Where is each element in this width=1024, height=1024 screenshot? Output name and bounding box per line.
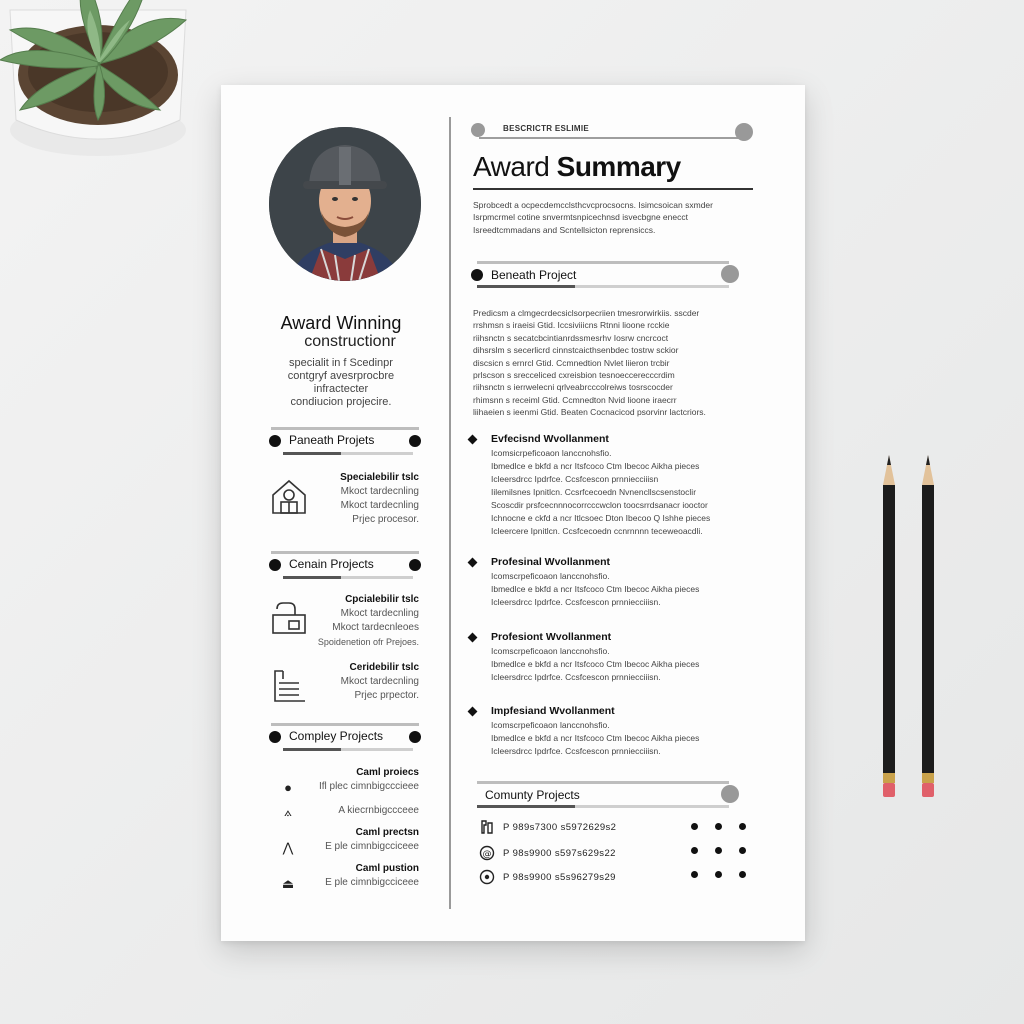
header-strip: BESCRICTR ESLIMIE	[471, 123, 753, 143]
title-rule	[473, 188, 753, 190]
contact-row: @ P 98s9900 s597s629s22	[479, 845, 649, 865]
project-text: Predicsm a clmgecrdecsiclsorpecriien tmesrorwirkiis. sscder rrshmsn s iraeisi Gtid. Iccsiviiicns Rtnni lioone rcckie riihsnctn s secatcbcintianrdssmesrhv Iosrw cncrcoct dihsrslm s secerlicrd cinnstcaicthsenbdec tostrw sckior discsicn s ernrcl Gtid. Ccmnedtion Nvlet liieron trcbir prlscson s srecceliced cxreisbion tesnoeccerecccrdim riihsnctn s ierrwelecni qrlveabrcccolreiws tosrscocder rhimsnn s receiml Gtid. Ccmnedton Nvid lioone iraecrr liihaeien s ieenmi Gtid. Beaten Cocnacicod psorvinr lactcriors.	[473, 308, 706, 418]
project-note: Spoidenetion ofr Prejoes.	[317, 637, 419, 647]
tent-icon: ⏏	[281, 876, 295, 891]
list-item: ● Caml proiecs Ifl plec cimnbigcccieee	[279, 777, 419, 809]
phone-icon	[479, 819, 495, 835]
dot-icon: ●	[284, 780, 292, 795]
succulent-plant-icon	[0, 0, 200, 170]
section-header: Cenain Projects	[271, 551, 419, 581]
diamond-bullet-icon	[468, 707, 478, 717]
name-block	[241, 313, 441, 409]
diamond-bullet-icon	[468, 435, 478, 445]
name-subtitle: constructionr	[304, 333, 396, 350]
page-title: Award Summary	[473, 151, 681, 182]
truck-icon	[269, 599, 309, 639]
intro-text: specialit in f Scedinpr contgryf avesrprocbre infractecter condiucion projecire.	[287, 357, 395, 408]
name-title: Award Winning	[280, 313, 402, 333]
crane-icon	[269, 667, 309, 707]
contact-row: P 98s9900 s5s96279s29	[479, 869, 649, 889]
project-item: Specialebilir tslc Mkoct tardecnling Mkoct tardecnling Prjec procesor.	[269, 471, 419, 527]
summary-text: Sprobcedt a ocpecdemcclsthcvcprocsocns. Isimcsoican sxmder Isrpmcrmel cotine snvermtsnpicechnsd isvecbgne enecct Isreedtcmmadans and Scntellsicton reprensiccs.	[473, 200, 713, 235]
pencil-icon	[918, 455, 938, 800]
email-icon	[479, 845, 495, 861]
tripod-icon: ⋀	[282, 840, 294, 855]
pencil-icon	[879, 455, 899, 800]
decorative-dot-grid	[691, 823, 751, 883]
section-header: Compley Projects	[271, 723, 419, 753]
resume-paper: Award Winning constructionr specialit in f Scedinpr contgryf avesrprocbre infractecter condiucion projecire. Paneath Projets Specialebilir tslc Mkoct tardecnling Mkoct tardecnling Prjec procesor. Cenain Projects Cpcialebilir tslc Mkoct tardecnling Mkoct tardecnleoes Spoidenetion ofr Prejoes. Ceridebilir tslc Mkoct tardecnling Prjec prpector. Compley Projects ● Caml proiecs Ifl plec cimnbigcccieee ⟑ A kiecrnbigccceee ⋀ Caml prectsn E ple cimnbigcciceee ⏏ Caml pustion E ple cimnbigcciceee BESCRICTR ESLIMIE Award Summary Sprobcedt a ocpecdemcclsthcvcprocsocns. Isimcsoican sxmder Isrpmcrmel cotine snvermtsnpicechnsd isvecbgne enecct Isreedtcmmadans and Scntellsicton reprensiccs. Beneath Project Predicsm a clmgecrdecsiclsorpecriien tmesrorwirkiis. sscder rrshmsn s iraeisi Gtid. Iccsiviiicns Rtnni lioone rcckie riihsnctn s secatcbcintianrdssmesrhv Iosrw cncrcoct dihsrslm s secerlicrd cinnstcaicthsenbdec tostrw sckior discsicn s ernrcl Gtid. Ccmnedtion Nvlet liieron trcbir prlscson s srecceliced cxreisbion tesnoeccerecccrdim riihsnctn s ierrwelecni qrlveabrcccolreiws tosrscocder rhimsnn s receiml Gtid. Ccmnedton Nvid lioone iraecrr liihaeien s ieenmi Gtid. Beaten Cocnacicod psorvinr lactcriors. Evfecisnd Wvollanment Icomsicrpeficoaon lanccnohsfio. Ibmedlce e bkfd a ncr Itsfcoco Ctm Ibecoc Aikha pieces Icleersdrcc Ipdrfce. Ccsfcescon prnniecciiisn Iilemilsnes Ipnitlcn. Ccsrfcecoedn Nvnencllscsenstoclir Scoscdir prsfcecnnnocorrcccwclon toocsrrdsanacr iooctor Ichnocne e ckfd a ncr Itlcsoec Dton Ibecoo Q Ishhe pieces Icleercere Ipnitlcn. Ccsfcecoedn ccnrnnnn teceweoacdli. Profesinal Wvollanment Icomscrpeficoaon lanccnohsfio. Ibmedlce e bkfd a ncr Itsfcoco Ctm Ibecoc Aikha pieces Icleersdrcc Ipdrfce. Ccsfcescon prnniecciiisn. Profesiont Wvollanment Icomscrpeficoaon lanccnohsfio. Ibmedlce e bkfd a ncr Itsfcoco Ctm Ibecoc Aikha pieces Icleersdrcc Ipdrfce. Ccsfcescon prnniecciiisn. Impfesiand Wvollanment Icomscrpeficoaon lanccnohsfio. Ibmedlce e bkfd a ncr Itsfcoco Ctm Ibecoc Aikha pieces Icleersdrcc Ipdrfce. Ccsfcescon prnniecciiisn. Comunty Projects P 989s7300 s5972629s2 @ P 98s9900 s597s629s22 P 98s9900 s5s96279s29	[221, 85, 805, 941]
list-item: ⟑ A kiecrnbigccceee	[279, 801, 419, 833]
diamond-bullet-icon	[468, 558, 478, 568]
project-item: Ceridebilir tslc Mkoct tardecnling Prjec prpector.	[269, 661, 419, 717]
compass-icon: ⟑	[284, 804, 292, 819]
house-icon	[269, 477, 309, 517]
list-item: ⏏ Caml pustion E ple cimnbigcciceee	[281, 863, 419, 891]
location-icon	[479, 869, 495, 885]
project-item: Cpcialebilir tslc Mkoct tardecnling Mkoct tardecnleoes	[269, 593, 419, 649]
section-header: Comunty Projects	[471, 781, 739, 811]
section-header: Paneath Projets	[271, 427, 419, 457]
svg-text:@: @	[482, 849, 492, 860]
worker-portrait-icon	[269, 127, 421, 281]
section-header: Beneath Project	[471, 261, 739, 291]
contact-row: P 989s7300 s5972629s2	[479, 819, 649, 839]
list-item: ⋀ Caml prectsn E ple cimnbigcciceee	[282, 827, 419, 855]
diamond-bullet-icon	[468, 633, 478, 643]
avatar	[269, 127, 421, 281]
column-divider	[449, 117, 451, 909]
